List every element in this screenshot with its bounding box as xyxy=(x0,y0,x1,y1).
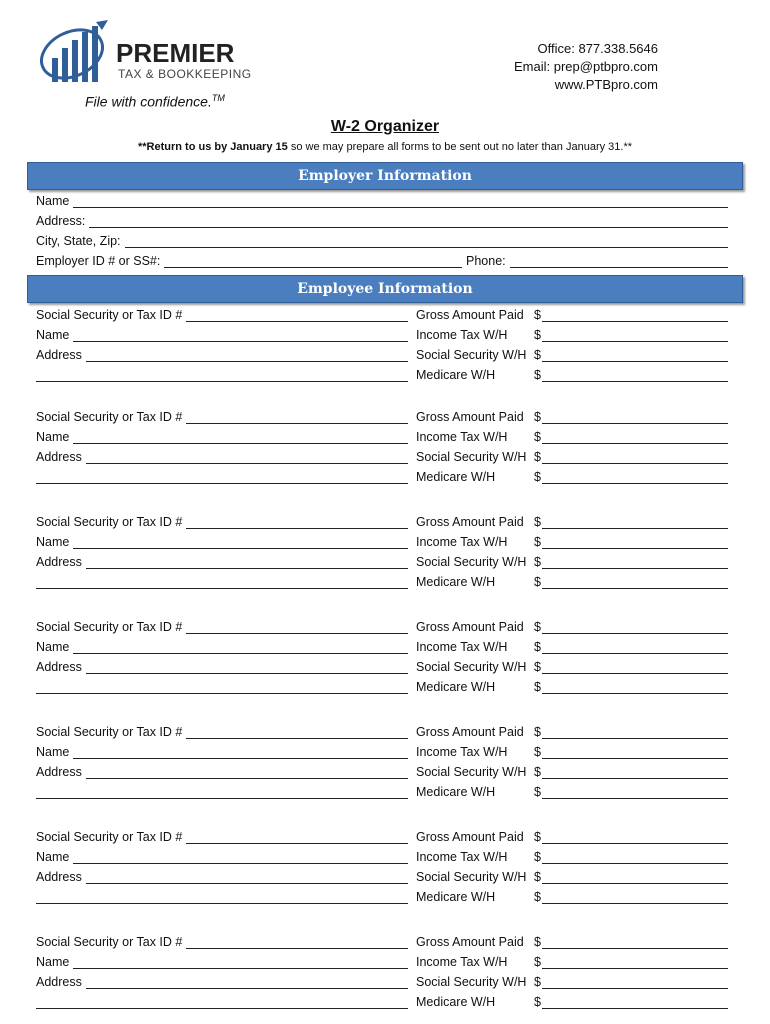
fill-line[interactable] xyxy=(36,681,408,694)
fill-line[interactable] xyxy=(542,451,728,464)
employee-medicare-label: Medicare W/H xyxy=(416,368,496,382)
fill-line[interactable] xyxy=(73,851,408,864)
employee-medicare-field[interactable] xyxy=(416,991,728,1009)
employee-income_tax-label: Income Tax W/H xyxy=(416,535,508,549)
employee-address-field[interactable] xyxy=(36,446,408,464)
dollar-sign: $ xyxy=(534,765,541,779)
notice-rest: so we may prepare all forms to be sent out no later than January 31.** xyxy=(287,141,633,153)
website: www.PTBpro.com xyxy=(554,77,658,92)
employee-gross-field[interactable] xyxy=(416,931,728,949)
dollar-sign: $ xyxy=(534,368,541,382)
fill-line[interactable] xyxy=(542,349,728,362)
employer-name-field[interactable] xyxy=(36,190,728,208)
employer-id-label: Employer ID # or SS#: xyxy=(36,254,161,268)
logo-graphic xyxy=(36,18,266,90)
dollar-sign: $ xyxy=(534,890,541,904)
employee-gross-label: Gross Amount Paid xyxy=(416,620,524,634)
employee-name-label: Name xyxy=(36,328,70,342)
employee-name-label: Name xyxy=(36,850,70,864)
brand-name: PREMIER xyxy=(116,38,235,68)
employee-address-label: Address xyxy=(36,450,82,464)
fill-line[interactable] xyxy=(186,411,408,424)
fill-line[interactable] xyxy=(86,556,408,569)
employer-section-heading: Employer Information xyxy=(27,162,743,190)
contact-block xyxy=(418,40,658,94)
employee-medicare-field[interactable] xyxy=(416,571,728,589)
trademark: TM xyxy=(211,93,225,103)
employee-name-label: Name xyxy=(36,535,70,549)
fill-line[interactable] xyxy=(542,766,728,779)
dollar-sign: $ xyxy=(534,785,541,799)
employee-income_tax-field[interactable] xyxy=(416,636,728,654)
dollar-sign: $ xyxy=(534,725,541,739)
fill-line[interactable] xyxy=(86,451,408,464)
employee-address-label: Address xyxy=(36,555,82,569)
employee-income_tax-label: Income Tax W/H xyxy=(416,955,508,969)
fill-line[interactable] xyxy=(73,956,408,969)
employee-address-label: Address xyxy=(36,870,82,884)
fill-line[interactable] xyxy=(542,976,728,989)
employee-ssn-field[interactable] xyxy=(36,826,408,844)
dollar-sign: $ xyxy=(534,430,541,444)
fill-line[interactable] xyxy=(542,411,728,424)
dollar-sign: $ xyxy=(534,515,541,529)
employee-address-cont-field[interactable] xyxy=(36,781,408,799)
employee-address-field[interactable] xyxy=(36,971,408,989)
employee-address-label: Address xyxy=(36,975,82,989)
employee-medicare-field[interactable] xyxy=(416,886,728,904)
employee-income_tax-label: Income Tax W/H xyxy=(416,430,508,444)
employee-income_tax-field[interactable] xyxy=(416,741,728,759)
employer-phone-label: Phone: xyxy=(466,254,506,268)
employee-gross-label: Gross Amount Paid xyxy=(416,935,524,949)
employee-address-label: Address xyxy=(36,765,82,779)
dollar-sign: $ xyxy=(534,680,541,694)
brand-sub: TAX & BOOKKEEPING xyxy=(118,67,252,81)
employee-name-field[interactable] xyxy=(36,426,408,444)
dollar-sign: $ xyxy=(534,575,541,589)
employee-gross-field[interactable] xyxy=(416,616,728,634)
employee-gross-label: Gross Amount Paid xyxy=(416,308,524,322)
company-logo xyxy=(36,18,266,90)
employee-name-field[interactable] xyxy=(36,741,408,759)
employee-medicare-field[interactable] xyxy=(416,781,728,799)
employee-gross-label: Gross Amount Paid xyxy=(416,830,524,844)
fill-line[interactable] xyxy=(73,431,408,444)
employee-ss_wh-label: Social Security W/H xyxy=(416,555,527,569)
employee-address-cont-field[interactable] xyxy=(36,676,408,694)
employee-ss_wh-field[interactable] xyxy=(416,344,728,362)
employee-section-heading: Employee Information xyxy=(27,275,743,303)
fill-line[interactable] xyxy=(542,996,728,1009)
employee-medicare-field[interactable] xyxy=(416,364,728,382)
employee-gross-field[interactable] xyxy=(416,511,728,529)
fill-line[interactable] xyxy=(542,681,728,694)
employee-ss_wh-field[interactable] xyxy=(416,446,728,464)
fill-line[interactable] xyxy=(36,786,408,799)
employee-income_tax-label: Income Tax W/H xyxy=(416,640,508,654)
employer-address-label: Address: xyxy=(36,214,86,228)
fill-line[interactable] xyxy=(542,309,728,322)
office-phone: Office: 877.338.5646 xyxy=(537,41,658,56)
employee-address-field[interactable] xyxy=(36,344,408,362)
fill-line[interactable] xyxy=(73,195,728,208)
fill-line[interactable] xyxy=(542,891,728,904)
email: Email: prep@ptbpro.com xyxy=(514,59,658,74)
fill-line[interactable] xyxy=(542,471,728,484)
dollar-sign: $ xyxy=(534,660,541,674)
employee-income_tax-label: Income Tax W/H xyxy=(416,745,508,759)
employee-ss_wh-field[interactable] xyxy=(416,971,728,989)
notice-bold: **Return to us by January 15 xyxy=(137,141,288,153)
fill-line[interactable] xyxy=(73,536,408,549)
employer-city-field[interactable] xyxy=(36,230,728,248)
employee-address-field[interactable] xyxy=(36,866,408,884)
employee-medicare-label: Medicare W/H xyxy=(416,785,496,799)
employee-ss_wh-label: Social Security W/H xyxy=(416,450,527,464)
employee-gross-label: Gross Amount Paid xyxy=(416,410,524,424)
fill-line[interactable] xyxy=(186,621,408,634)
dollar-sign: $ xyxy=(534,410,541,424)
employee-income_tax-field[interactable] xyxy=(416,846,728,864)
dollar-sign: $ xyxy=(534,995,541,1009)
employee-address-cont-field[interactable] xyxy=(36,571,408,589)
fill-line[interactable] xyxy=(36,369,408,382)
employee-ssn-label: Social Security or Tax ID # xyxy=(36,410,183,424)
employee-income_tax-field[interactable] xyxy=(416,531,728,549)
fill-line[interactable] xyxy=(542,431,728,444)
fill-line[interactable] xyxy=(89,215,728,228)
fill-line[interactable] xyxy=(542,369,728,382)
fill-line[interactable] xyxy=(164,255,462,268)
employee-gross-label: Gross Amount Paid xyxy=(416,515,524,529)
dollar-sign: $ xyxy=(534,450,541,464)
fill-line[interactable] xyxy=(86,661,408,674)
employee-income_tax-field[interactable] xyxy=(416,426,728,444)
dollar-sign: $ xyxy=(534,348,541,362)
fill-line[interactable] xyxy=(542,536,728,549)
deadline-notice xyxy=(0,141,770,153)
employee-ss_wh-field[interactable] xyxy=(416,551,728,569)
employee-ssn-field[interactable] xyxy=(36,511,408,529)
employee-ssn-field[interactable] xyxy=(36,721,408,739)
employee-address-cont-field[interactable] xyxy=(36,466,408,484)
dollar-sign: $ xyxy=(534,830,541,844)
fill-line[interactable] xyxy=(86,766,408,779)
fill-line[interactable] xyxy=(186,726,408,739)
employee-gross-label: Gross Amount Paid xyxy=(416,725,524,739)
employee-address-label: Address xyxy=(36,660,82,674)
dollar-sign: $ xyxy=(534,935,541,949)
fill-line[interactable] xyxy=(73,746,408,759)
employer-address-field[interactable] xyxy=(36,210,728,228)
employee-ss_wh-label: Social Security W/H xyxy=(416,348,527,362)
dollar-sign: $ xyxy=(534,975,541,989)
employee-medicare-label: Medicare W/H xyxy=(416,575,496,589)
employee-income_tax-label: Income Tax W/H xyxy=(416,850,508,864)
employer-city-label: City, State, Zip: xyxy=(36,234,121,248)
employee-income_tax-field[interactable] xyxy=(416,951,728,969)
employee-ssn-label: Social Security or Tax ID # xyxy=(36,515,183,529)
employee-ssn-label: Social Security or Tax ID # xyxy=(36,725,183,739)
fill-line[interactable] xyxy=(542,746,728,759)
dollar-sign: $ xyxy=(534,850,541,864)
employee-name-label: Name xyxy=(36,745,70,759)
employee-name-field[interactable] xyxy=(36,951,408,969)
fill-line[interactable] xyxy=(542,956,728,969)
employee-name-field[interactable] xyxy=(36,531,408,549)
employee-medicare-label: Medicare W/H xyxy=(416,995,496,1009)
employee-name-label: Name xyxy=(36,430,70,444)
employee-ss_wh-label: Social Security W/H xyxy=(416,870,527,884)
employee-income_tax-field[interactable] xyxy=(416,324,728,342)
employee-gross-field[interactable] xyxy=(416,721,728,739)
fill-line[interactable] xyxy=(86,349,408,362)
fill-line[interactable] xyxy=(125,235,728,248)
employee-ss_wh-label: Social Security W/H xyxy=(416,765,527,779)
page-title: W-2 Organizer xyxy=(330,118,440,135)
employee-address-cont-field[interactable] xyxy=(36,886,408,904)
employee-ssn-field[interactable] xyxy=(36,931,408,949)
employee-ssn-field[interactable] xyxy=(36,406,408,424)
fill-line[interactable] xyxy=(186,309,408,322)
dollar-sign: $ xyxy=(534,955,541,969)
employee-income_tax-label: Income Tax W/H xyxy=(416,328,508,342)
tagline-text: File with confidence. xyxy=(85,93,212,110)
fill-line[interactable] xyxy=(86,976,408,989)
dollar-sign: $ xyxy=(534,328,541,342)
dollar-sign: $ xyxy=(534,555,541,569)
fill-line[interactable] xyxy=(186,516,408,529)
employee-name-field[interactable] xyxy=(36,324,408,342)
fill-line[interactable] xyxy=(542,516,728,529)
employee-ssn-label: Social Security or Tax ID # xyxy=(36,830,183,844)
employee-address-cont-field[interactable] xyxy=(36,991,408,1009)
employee-medicare-label: Medicare W/H xyxy=(416,890,496,904)
fill-line[interactable] xyxy=(36,576,408,589)
employee-ss_wh-field[interactable] xyxy=(416,761,728,779)
employee-ssn-label: Social Security or Tax ID # xyxy=(36,308,183,322)
employee-gross-field[interactable] xyxy=(416,304,728,322)
employee-gross-field[interactable] xyxy=(416,826,728,844)
fill-line[interactable] xyxy=(186,831,408,844)
fill-line[interactable] xyxy=(542,786,728,799)
fill-line[interactable] xyxy=(542,831,728,844)
fill-line[interactable] xyxy=(73,329,408,342)
employer-name-label: Name xyxy=(36,194,70,208)
employee-ssn-field[interactable] xyxy=(36,616,408,634)
dollar-sign: $ xyxy=(534,308,541,322)
employee-medicare-field[interactable] xyxy=(416,676,728,694)
dollar-sign: $ xyxy=(534,535,541,549)
dollar-sign: $ xyxy=(534,620,541,634)
fill-line[interactable] xyxy=(186,936,408,949)
fill-line[interactable] xyxy=(542,556,728,569)
fill-line[interactable] xyxy=(73,641,408,654)
fill-line[interactable] xyxy=(36,996,408,1009)
fill-line[interactable] xyxy=(36,891,408,904)
fill-line[interactable] xyxy=(86,871,408,884)
fill-line[interactable] xyxy=(542,329,728,342)
employee-address-label: Address xyxy=(36,348,82,362)
fill-line[interactable] xyxy=(542,726,728,739)
employee-gross-field[interactable] xyxy=(416,406,728,424)
dollar-sign: $ xyxy=(534,640,541,654)
dollar-sign: $ xyxy=(534,870,541,884)
employee-address-field[interactable] xyxy=(36,551,408,569)
fill-line[interactable] xyxy=(542,576,728,589)
employee-ss_wh-label: Social Security W/H xyxy=(416,975,527,989)
employee-name-label: Name xyxy=(36,955,70,969)
fill-line[interactable] xyxy=(542,871,728,884)
employee-ss_wh-label: Social Security W/H xyxy=(416,660,527,674)
employee-name-label: Name xyxy=(36,640,70,654)
employer-id-field[interactable] xyxy=(36,250,462,268)
fill-line[interactable] xyxy=(542,936,728,949)
employee-ssn-label: Social Security or Tax ID # xyxy=(36,935,183,949)
tagline xyxy=(85,93,225,110)
employee-ss_wh-field[interactable] xyxy=(416,656,728,674)
fill-line[interactable] xyxy=(542,641,728,654)
employee-name-field[interactable] xyxy=(36,846,408,864)
employee-medicare-label: Medicare W/H xyxy=(416,680,496,694)
fill-line[interactable] xyxy=(36,471,408,484)
employee-address-field[interactable] xyxy=(36,656,408,674)
dollar-sign: $ xyxy=(534,470,541,484)
fill-line[interactable] xyxy=(542,661,728,674)
fill-line[interactable] xyxy=(542,621,728,634)
fill-line[interactable] xyxy=(510,255,728,268)
employee-address-cont-field[interactable] xyxy=(36,364,408,382)
employee-medicare-label: Medicare W/H xyxy=(416,470,496,484)
employee-name-field[interactable] xyxy=(36,636,408,654)
dollar-sign: $ xyxy=(534,745,541,759)
fill-line[interactable] xyxy=(542,851,728,864)
employee-ssn-label: Social Security or Tax ID # xyxy=(36,620,183,634)
employee-medicare-field[interactable] xyxy=(416,466,728,484)
employee-ssn-field[interactable] xyxy=(36,304,408,322)
employer-phone-field[interactable] xyxy=(466,250,728,268)
employee-ss_wh-field[interactable] xyxy=(416,866,728,884)
employee-address-field[interactable] xyxy=(36,761,408,779)
